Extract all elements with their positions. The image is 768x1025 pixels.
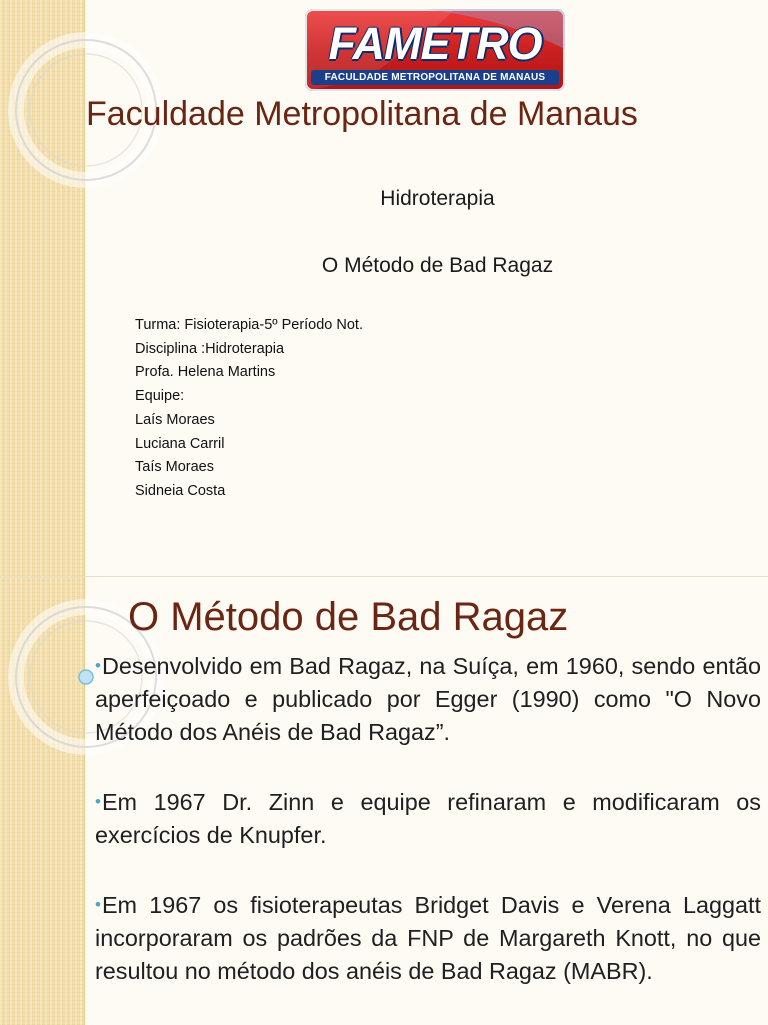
logo-tagline: FACULDADE METROPOLITANA DE MANAUS [311, 70, 559, 85]
subject-text: Hidroterapia [380, 187, 495, 210]
team-member: Sidneia Costa [135, 482, 226, 499]
fametro-logo [305, 9, 565, 91]
bullet-marker-icon: • [95, 895, 101, 914]
bullet-marker-icon: • [95, 792, 101, 811]
institution-title: Faculdade Metropolitana de Manaus [86, 95, 638, 133]
bullet-text: Desenvolvido em Bad Ragaz, na Suíça, em 1960, sendo então aperfeiçoado e publicado por Egger (1990) como "O Novo Método dos Anéis de Bad Ragaz”. [95, 653, 761, 745]
info-line: Disciplina :Hidroterapia [135, 340, 285, 357]
content-slide [0, 576, 768, 1025]
bullet-text: Em 1967 Dr. Zinn e equipe refinaram e modificaram os exercícios de Knupfer. [95, 789, 761, 848]
team-member: Taís Moraes [135, 459, 214, 476]
logo-wordmark: FAMETRO [328, 18, 542, 69]
topic-text: O Método de Bad Ragaz [321, 254, 554, 277]
bullet-text: Em 1967 os fisioterapeutas Bridget Davis e Verena Laggatt incorporaram os padrões da FNP de Margareth Knott, no que resultou no método dos anéis de Bad Ragaz (MABR). [95, 892, 761, 984]
team-member: Luciana Carril [135, 435, 225, 452]
info-line: Profa. Helena Martins [135, 364, 276, 381]
slide-title: O Método de Bad Ragaz [128, 595, 569, 639]
info-line: Equipe: [135, 388, 185, 405]
team-member: Laís Moraes [135, 411, 215, 428]
bullet-list [95, 649, 761, 1024]
bullet-marker-icon: • [95, 656, 101, 675]
info-line: Turma: Fisioterapia-5º Período Not. [135, 317, 363, 333]
class-info [135, 314, 363, 504]
bullet-item [95, 785, 761, 852]
bullet-item [95, 649, 761, 749]
bullet-item [95, 888, 761, 988]
